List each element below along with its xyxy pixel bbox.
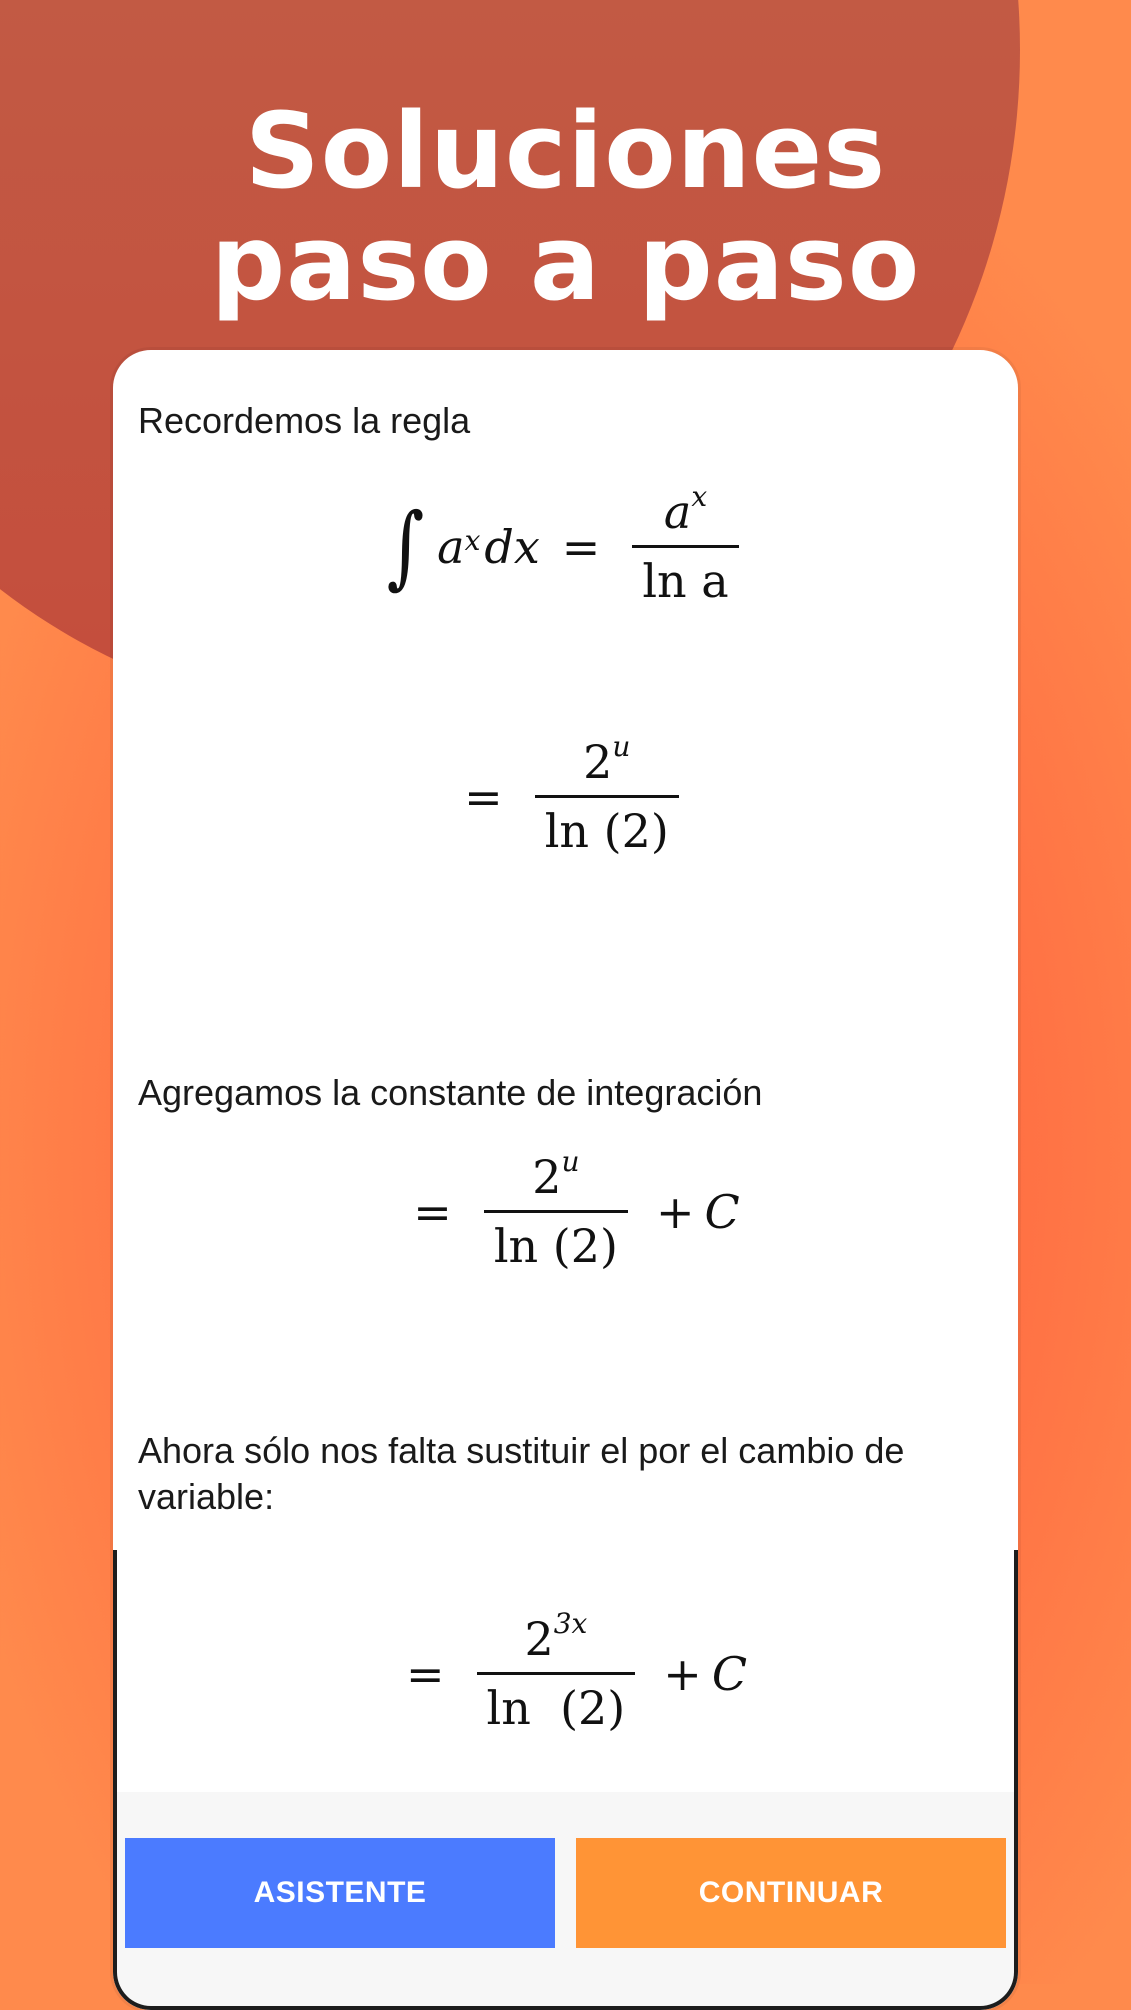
step-4-formula — [113, 1606, 1018, 1735]
solution-scroll-area[interactable] — [113, 350, 1018, 1792]
denominator: ln (2) — [477, 1672, 636, 1735]
step-1-text: Recordemos la regla — [138, 400, 471, 441]
assistant-button[interactable]: ASISTENTE — [125, 1838, 555, 1948]
equals-sign: = — [413, 1184, 452, 1239]
equals-sign: = — [464, 769, 503, 824]
fraction — [632, 479, 738, 608]
denominator: ln (2) — [484, 1210, 628, 1273]
integration-constant: C — [711, 1646, 748, 1701]
step-4-text: Ahora sólo nos falta sustituir el por el cambio de variable: — [138, 1430, 905, 1517]
integral-symbol: ∫ — [386, 493, 425, 599]
numerator-exponent: x — [691, 479, 708, 513]
differential: dx — [484, 519, 540, 574]
denominator: ln a — [632, 545, 738, 608]
integrand-exponent: x — [464, 524, 481, 557]
step-3-text: Agregamos la constante de integración — [138, 1072, 763, 1113]
headline-line-1: Soluciones — [244, 90, 887, 212]
numerator-base: 2 — [532, 1150, 562, 1204]
headline-line-2: paso a paso — [210, 202, 921, 324]
numerator-base: 2 — [583, 735, 613, 789]
phone-screen — [113, 350, 1018, 2010]
numerator-base: 2 — [524, 1612, 554, 1666]
numerator-exponent: u — [561, 1144, 580, 1178]
headline — [0, 90, 1131, 324]
step-3-formula — [113, 1144, 1018, 1273]
integrand-base: a — [437, 519, 465, 574]
fraction — [535, 729, 679, 858]
fraction — [477, 1606, 636, 1735]
continue-button[interactable]: CONTINUAR — [576, 1838, 1006, 1948]
numerator-base: a — [663, 485, 692, 539]
equals-sign: = — [561, 519, 601, 574]
numerator-exponent: u — [612, 729, 631, 763]
numerator-exponent: 3x — [553, 1606, 588, 1640]
denominator: ln (2) — [535, 795, 679, 858]
fraction — [484, 1144, 628, 1273]
integration-constant: C — [704, 1184, 740, 1239]
equals-sign: = — [405, 1646, 445, 1701]
step-1-formula — [113, 479, 1018, 608]
plus-sign: + — [663, 1646, 702, 1701]
plus-sign: + — [655, 1184, 695, 1239]
step-2-formula — [113, 729, 1018, 858]
